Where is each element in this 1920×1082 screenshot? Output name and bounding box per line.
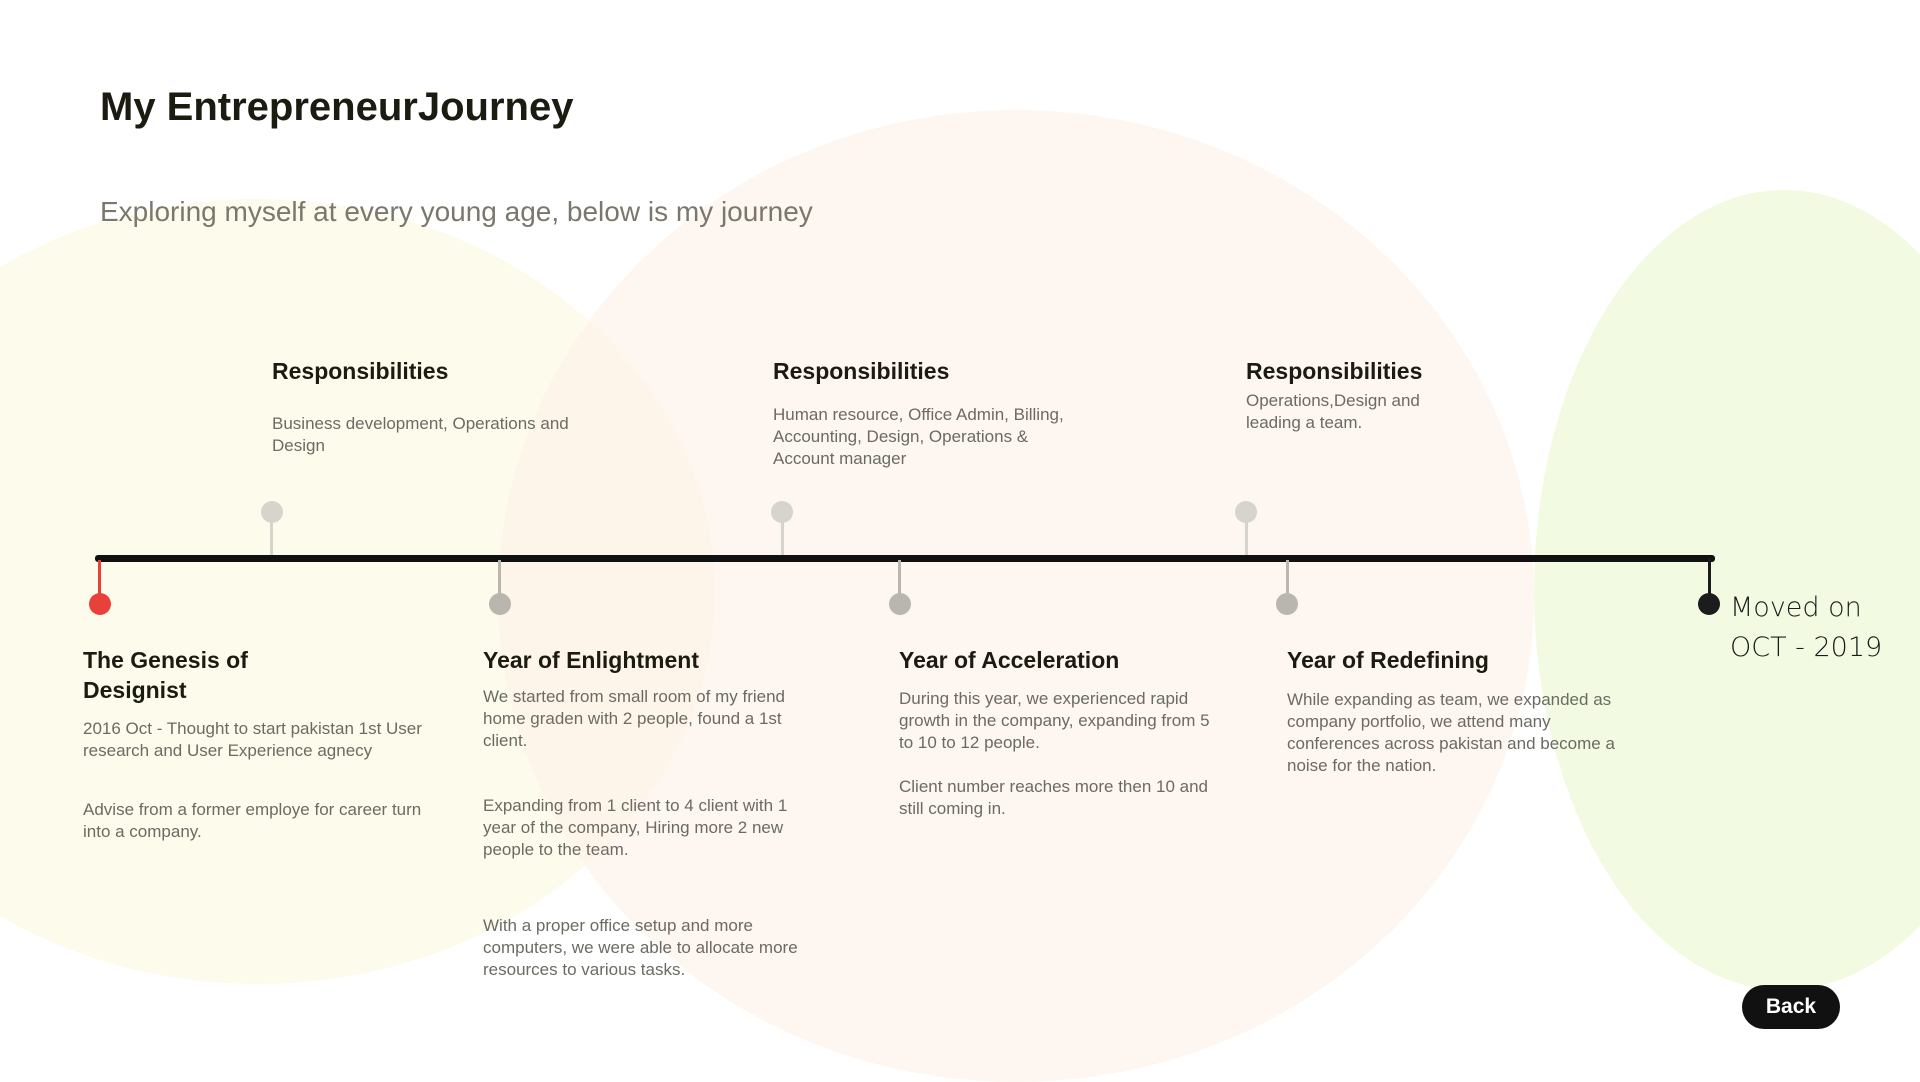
responsibility-text: Operations,Design and leading a team. <box>1246 391 1420 432</box>
stage-genesis <box>83 645 423 843</box>
responsibility-heading: Responsibilities <box>1246 358 1423 384</box>
milestone-dot-start[interactable] <box>89 593 111 615</box>
responsibility-dot[interactable] <box>1235 501 1257 523</box>
responsibility-block-2 <box>773 358 1073 470</box>
stage-paragraph: While expanding as team, we expanded as company portfolio, we attend many conferences across pakistan and become a noise for the nation. <box>1287 690 1615 775</box>
milestone-dot[interactable] <box>1276 593 1298 615</box>
timeline-line <box>95 555 1715 562</box>
milestone-dot[interactable] <box>889 593 911 615</box>
stage-paragraph: We started from small room of my friend home graden with 2 people, found a 1st client. <box>483 687 785 750</box>
stage-redefining <box>1287 645 1622 777</box>
stage-paragraph: Client number reaches more then 10 and still coming in. <box>899 777 1209 818</box>
responsibility-text: Business development, Operations and Design <box>272 414 569 455</box>
stage-title: The Genesis of Designist <box>83 647 248 703</box>
end-marker-line1: Moved on <box>1730 592 1862 623</box>
stage-title: Year of Enlightment <box>483 647 699 673</box>
end-marker-label <box>1730 588 1882 668</box>
stage-enlightment <box>483 645 813 981</box>
stage-paragraph: Expanding from 1 client to 4 client with 1 year of the company, Hiring more 2 new people to the team. <box>483 796 788 859</box>
stage-paragraph: Advise from a former employe for career turn into a company. <box>83 800 422 841</box>
responsibility-heading: Responsibilities <box>272 358 449 384</box>
stage-acceleration <box>899 645 1224 820</box>
responsibility-heading: Responsibilities <box>773 358 950 384</box>
stage-title: Year of Acceleration <box>899 647 1120 673</box>
back-button[interactable]: Back <box>1742 985 1840 1029</box>
milestone-dot[interactable] <box>489 593 511 615</box>
page-title: My EntrepreneurJourney <box>100 85 574 129</box>
stage-paragraph: 2016 Oct - Thought to start pakistan 1st User research and User Experience agnecy <box>83 719 422 760</box>
responsibility-text: Human resource, Office Admin, Billing, Accounting, Design, Operations & Account manager <box>773 405 1064 468</box>
stage-paragraph: During this year, we experienced rapid growth in the company, expanding from 5 to 10 to 12 people. <box>899 689 1210 752</box>
responsibility-dot[interactable] <box>771 501 793 523</box>
responsibility-dot[interactable] <box>261 501 283 523</box>
stage-title: Year of Redefining <box>1287 647 1489 673</box>
end-marker-line2: OCT - 2019 <box>1730 632 1883 663</box>
responsibility-block-1 <box>272 358 612 457</box>
stage-paragraph: With a proper office setup and more computers, we were able to allocate more resources to various tasks. <box>483 916 798 979</box>
milestone-dot-end[interactable] <box>1698 593 1720 615</box>
page-subtitle: Exploring myself at every young age, below is my journey <box>100 196 813 227</box>
responsibility-block-3 <box>1246 358 1476 434</box>
